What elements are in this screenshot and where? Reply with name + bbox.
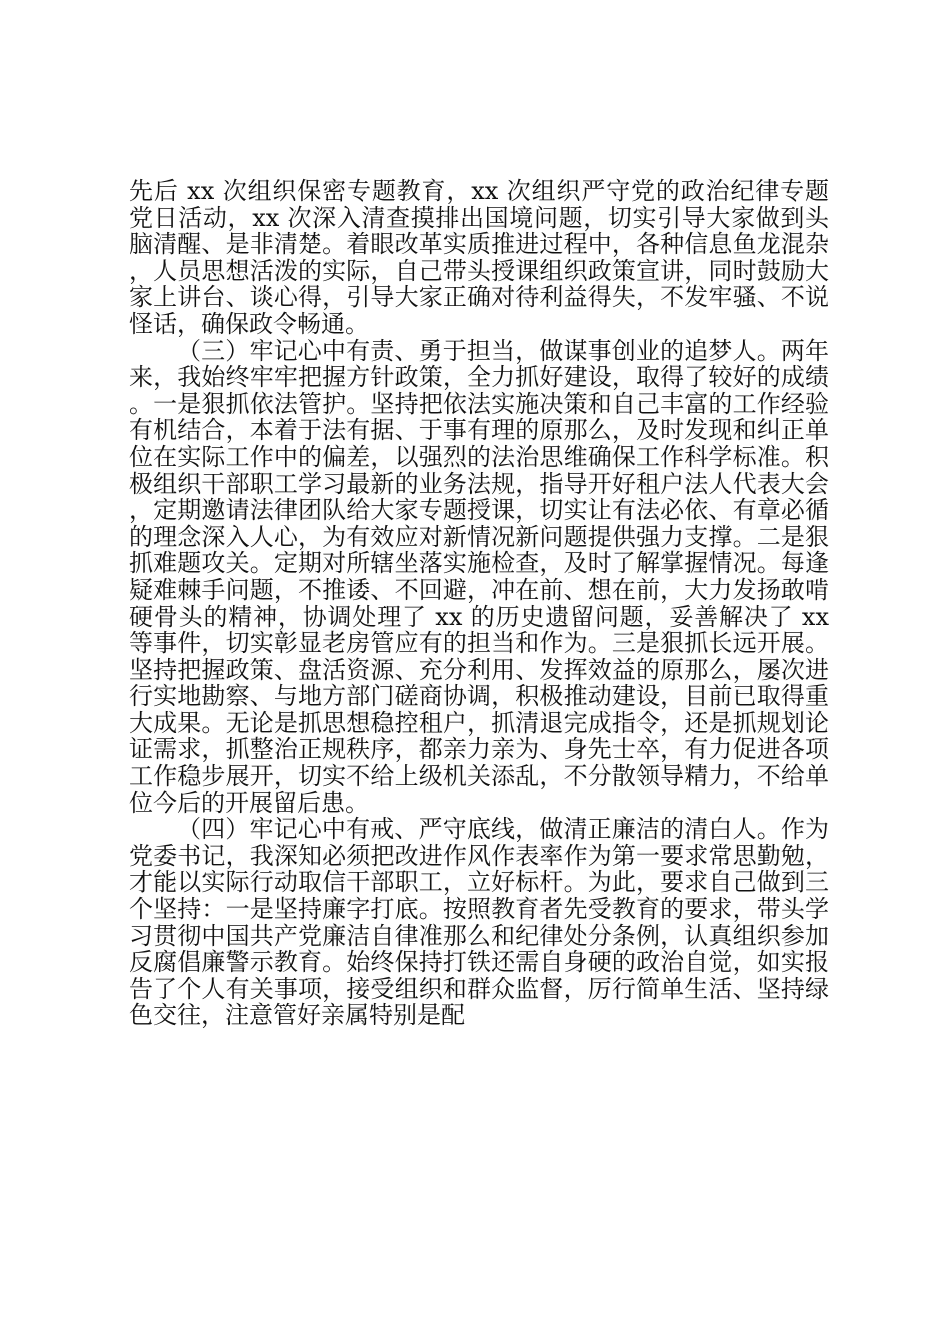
paragraph-section-three: （三）牢记心中有责、勇于担当，做谋事创业的追梦人。两年来，我始终牢牢把握方针政策，全力抓好建设，取得了较好的成绩。一是狠抓依法管护。坚持把依法实施决策和自己丰富的工作经验有机结合，本着于法有据、于事有理的原那么，及时发现和纠正单位在实际工作中的偏差，以强烈的法治思维确保工作科学标准。积极组织干部职工学习最新的业务法规，指导开好租户法人代表大会，定期邀请法律团队给大家专题授课，切实让有法必依、有章必循的理念深入人心，为有效应对新情况新问题提供强力支撑。二是狠抓难题攻关。定期对所辖坐落实施检查，及时了解掌握情况。每逢疑难棘手问题，不推诿、不回避，冲在前、想在前，大力发扬敢啃硬骨头的精神，协调处理了 xx 的历史遗留问题，妥善解决了 xx 等事件，切实彰显老房管应有的担当和作为。三是狠抓长远开展。坚持把握政策、盘活资源、充分利用、发挥效益的原那么，屡次进行实地勘察、与地方部门磋商协调，积极推动建设，目前已取得重大成果。无论是抓思想稳控租户，抓清退完成指令，还是抓规划论证需求，抓整治正规秩序，都亲力亲为、身先士卒，有力促进各项工作稳步展开，切实不给上级机关添乱，不分散领导精力，不给单位今后的开展留后患。 — [129, 336, 829, 817]
paragraph-section-four: （四）牢记心中有戒、严守底线，做清正廉洁的清白人。作为党委书记，我深知必须把改进作风作表率作为第一要求常思勤勉，才能以实际行动取信干部职工，立好标杆。为此，要求自己做到三个坚持：一是坚持廉字打底。按照教育者先受教育的要求，带头学习贯彻中国共产党廉洁自律准那么和纪律处分条例，认真组织参加反腐倡廉警示教育。始终保持打铁还需自身硬的政治自觉，如实报告了个人有关事项，接受组织和群众监督，厉行简单生活、坚持绿色交往，注意管好亲属特别是配 — [129, 815, 829, 1030]
document-body — [129, 178, 829, 1029]
paragraph-continuation: 先后 xx 次组织保密专题教育，xx 次组织严守党的政治纪律专题党日活动，xx 次深入清查摸排出国境问题，切实引导大家做到头脑清醒、是非清楚。着眼改革实质推进过程中，各种信息鱼龙混杂，人员思想活泼的实际，自己带头授课组织政策宣讲，同时鼓励大家上讲台、谈心得，引导大家正确对待利益得失，不发牢骚、不说怪话，确保政令畅通。 — [129, 177, 829, 338]
